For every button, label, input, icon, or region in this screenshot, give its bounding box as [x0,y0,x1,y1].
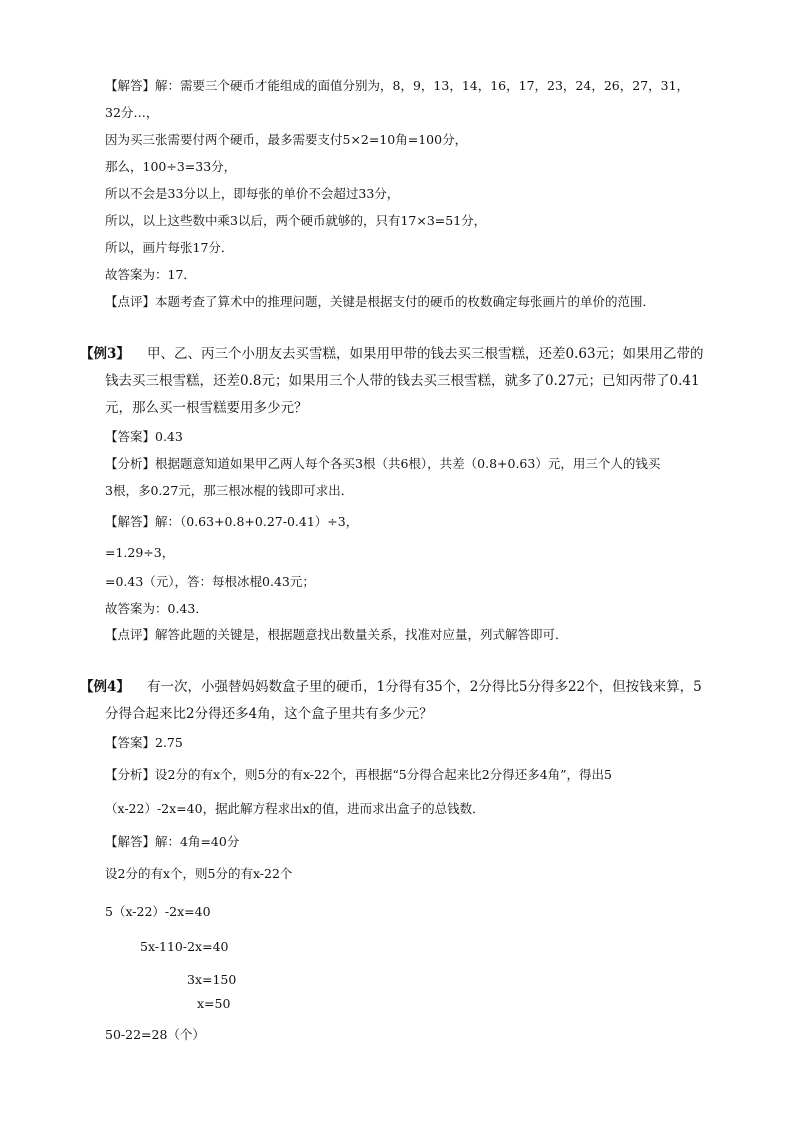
example4-solution-line: 设2分的有x个，则5分的有x-22个 [105,866,293,881]
example3-answer: 【答案】0.43 [105,429,183,444]
example3-question-line: 甲、乙、丙三个小朋友去买雪糕，如果用甲带的钱去买三根雪糕，还差0.63元；如果用乙带的 [147,346,704,362]
example3-solution-line: 故答案为：0.43． [105,601,208,616]
example3-analysis-line: 3根，多0.27元，那三根冰棍的钱即可求出． [105,483,354,498]
example4-analysis-line: （x-22）-2x=40，据此解方程求出x的值，进而求出盒子的总钱数． [105,801,485,816]
example4-equation: x=50 [197,996,231,1011]
example3-question-line: 钱去买三根雪糕，还差0.8元；如果用三个人带的钱去买三根雪糕，就多了0.27元；已知丙带了0.41 [105,373,700,389]
example3-solution-line: =1.29÷3， [105,545,175,560]
example4-tag: 【例4】 [80,679,130,695]
example4-question-line: 分得合起来比2分得还多4角，这个盒子里共有多少元？ [105,706,433,722]
example4-equation: 50-22=28（个） [105,1027,205,1042]
example3-comment: 【点评】解答此题的关键是，根据题意找出数量关系，找准对应量，列式解答即可． [105,627,568,642]
example4-analysis-line: 【分析】设2分的有x个，则5分的有x-22个，再根据“5分得合起来比2分得还多4角”，得出5 [105,767,613,782]
example3-analysis-line: 【分析】根据题意知道如果甲乙两人每个各买3根（共6根），共差（0.8+0.63）元，用三个人的钱买 [105,456,661,471]
example4-equation: 5（x-22）-2x=40 [105,904,211,919]
example4-equation: 5x-110-2x=40 [140,939,229,954]
solution-line: 所以，画片每张17分． [105,240,234,255]
solution-line: 因为买三张需要付两个硬币，最多需要支付5×2=10角=100分， [105,132,468,147]
example4-solution-line: 【解答】解：4角=40分 [105,834,240,849]
solution-line: 那么，100÷3=33分， [105,159,237,174]
solution-line: 故答案为：17． [105,267,196,282]
solution-line: 【解答】解：需要三个硬币才能组成的面值分别为，8，9，13，14，16，17，23，24，26，27，31， [105,78,690,93]
example3-question-line: 元，那么买一根雪糕要用多少元？ [105,400,308,416]
example4-question-line: 有一次，小强替妈妈数盒子里的硬币，1分得有35个，2分得比5分得多22个，但按钱来算，5 [147,679,702,695]
example3-solution-line: 【解答】解：（0.63+0.8+0.27-0.41）÷3， [105,514,359,529]
solution-line: 所以不会是33分以上，即每张的单价不会超过33分， [105,186,400,201]
solution-line: 32分…， [105,105,159,120]
solution-line: 所以，以上这些数中乘3以后，两个硬币就够的，只有17×3=51分， [105,213,487,228]
example4-equation: 3x=150 [187,972,237,987]
example3-solution-line: =0.43（元），答：每根冰棍0.43元； [105,574,315,589]
example3-tag: 【例3】 [80,346,130,362]
example4-answer: 【答案】2.75 [105,735,183,750]
comment-line: 【点评】本题考查了算术中的推理问题，关键是根据支付的硬币的枚数确定每张画片的单价的范围． [105,294,656,309]
